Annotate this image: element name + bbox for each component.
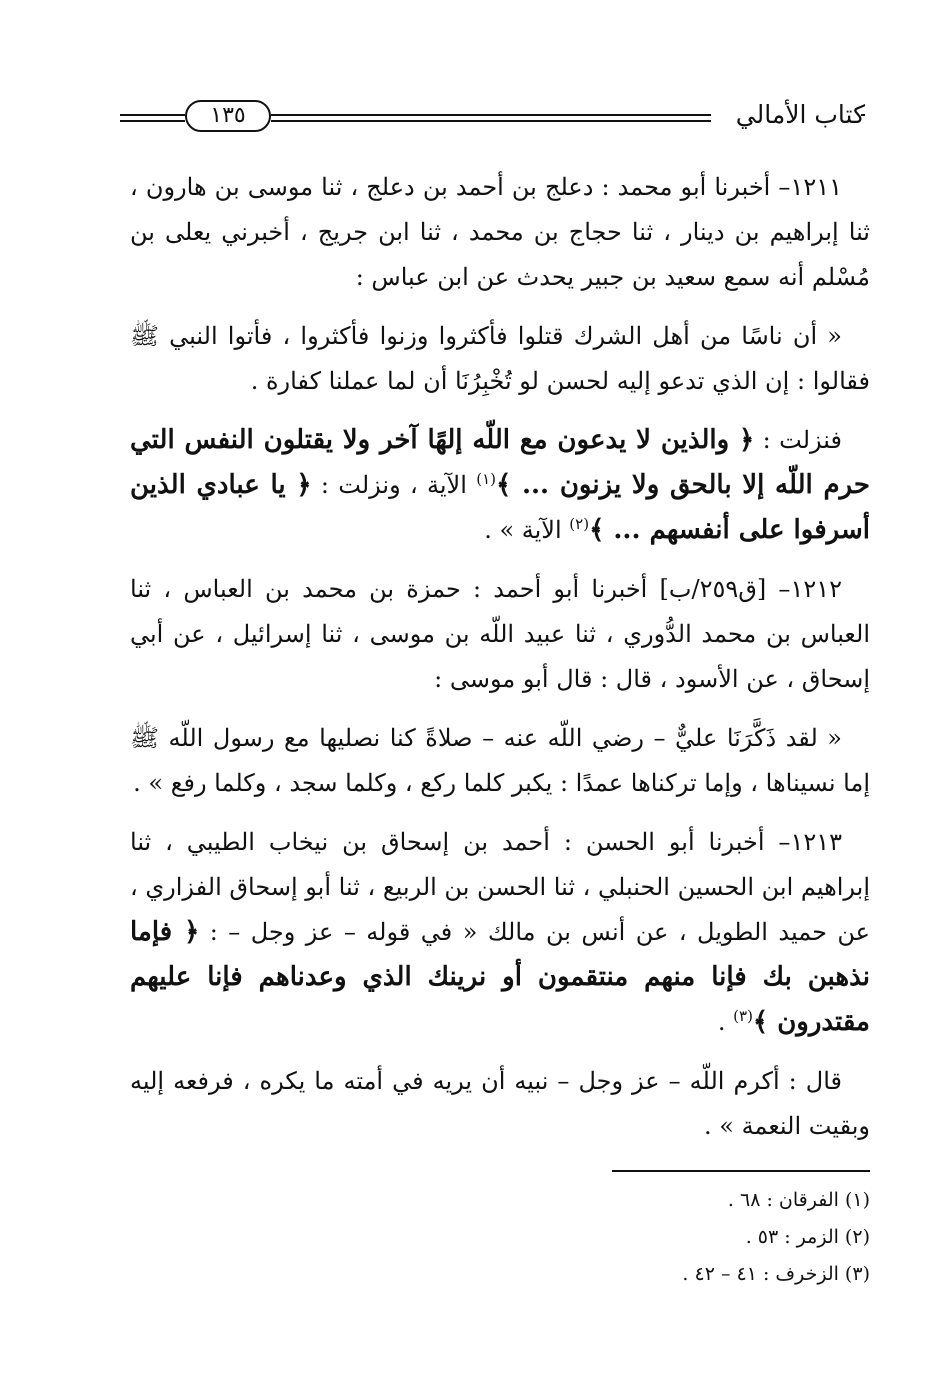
- book-title: كتاب الأمالي: [735, 100, 865, 129]
- footnote-2: (٢) الزمر : ٥٣ .: [745, 1226, 870, 1248]
- text-segment: .: [717, 1008, 734, 1036]
- quran-verse: ﴿ يا عبادي الذين أسرفوا على أنفسهم ... ﴾: [130, 470, 870, 545]
- page-number: ١٣٥: [185, 100, 271, 132]
- revelation-paragraph: [130, 418, 870, 553]
- header-rule-middle-2: [271, 120, 711, 122]
- footnotes: [480, 1182, 870, 1293]
- footnote-divider: [612, 1170, 870, 1172]
- hadith-1212-text: « لقد ذَكَّرَنَا عليٌّ – رضي اللّه عنه – صلاةً كنا نصليها مع رسول اللّه ﷺ إما نسيناها ، وإما تركناها عمدًا : يكبر كلما ركع ، وكلما سجد ، وكلما رفع » .: [130, 724, 870, 797]
- footnote-3: (٣) الزخرف : ٤١ – ٤٢ .: [682, 1263, 870, 1285]
- text-segment: الآية » .: [484, 516, 570, 544]
- header-rule-right: [861, 114, 865, 116]
- text-segment: فنزلت :: [754, 426, 842, 454]
- hadith-1211-text: « أن ناسًا من أهل الشرك قتلوا فأكثروا وزنوا فأكثروا ، فأتوا النبي ﷺ فقالوا : إن الذي تدعو إليه لحسن لو تُخْبِرُنَا أن لما عملنا كفارة .: [130, 322, 870, 395]
- hadith-1213-text: قال : أكرم اللّه – عز وجل – نبيه أن يريه في أمته ما يكره ، فرفعه إليه وبقيت النعمة » .: [130, 1067, 870, 1140]
- quran-verse: ﴿ والذين لا يدعون مع اللّه إلهًا آخر ولا يقتلون النفس التي حرم اللّه إلا بالحق ولا يزنون ... ﴾: [130, 425, 870, 500]
- footnote-1: (١) الفرقان : ٦٨ .: [727, 1189, 870, 1211]
- hadith-1213: [130, 820, 870, 1045]
- hadith-1212: ١٢١٢– [ق٢٥٩/ب] أخبرنا أبو أحمد : حمزة بن محمد بن العباس ، ثنا العباس بن محمد الدُّوري ، ثنا عبيد اللّه بن موسى ، ثنا إسرائيل ، عن أبي إسحاق ، عن الأسود ، قال : قال أبو موسى :: [130, 575, 870, 693]
- text-segment: ١٢١٣– أخبرنا أبو الحسن : أحمد بن إسحاق بن نيخاب الطيبي ، ثنا إبراهيم ابن الحسين الحنبلي ، ثنا الحسن بن الربيع ، ثنا أبو إسحاق الفزاري ، عن حميد الطويل ، عن أنس بن مالك « في قوله – عز وجل – :: [130, 828, 870, 946]
- header-rule-middle: [271, 114, 711, 116]
- header-rule-left: [120, 114, 185, 116]
- quran-verse: ﴿ فإما نذهبن بك فإنا منهم منتقمون أو نرينك الذي وعدناهم فإنا عليهم مقتدرون ﴾: [130, 917, 870, 1037]
- footnote-ref-2[interactable]: (٢): [569, 515, 590, 533]
- footnote-ref-1[interactable]: (١): [476, 470, 496, 488]
- header-rule-left-2: [120, 120, 185, 122]
- text-segment: الآية ، ونزلت :: [311, 471, 477, 499]
- main-text: [130, 165, 870, 1163]
- page-header: [120, 98, 865, 138]
- hadith-1211: ١٢١١– أخبرنا أبو محمد : دعلج بن أحمد بن دعلج ، ثنا موسى بن هارون ، ثنا إبراهيم بن دينار ، ثنا حجاج بن محمد ، ثنا ابن جريج ، أخبرني يعلى بن مُسْلم أنه سمع سعيد بن جبير يحدث عن ابن عباس :: [130, 173, 870, 291]
- footnote-ref-3[interactable]: (٣): [733, 1007, 753, 1025]
